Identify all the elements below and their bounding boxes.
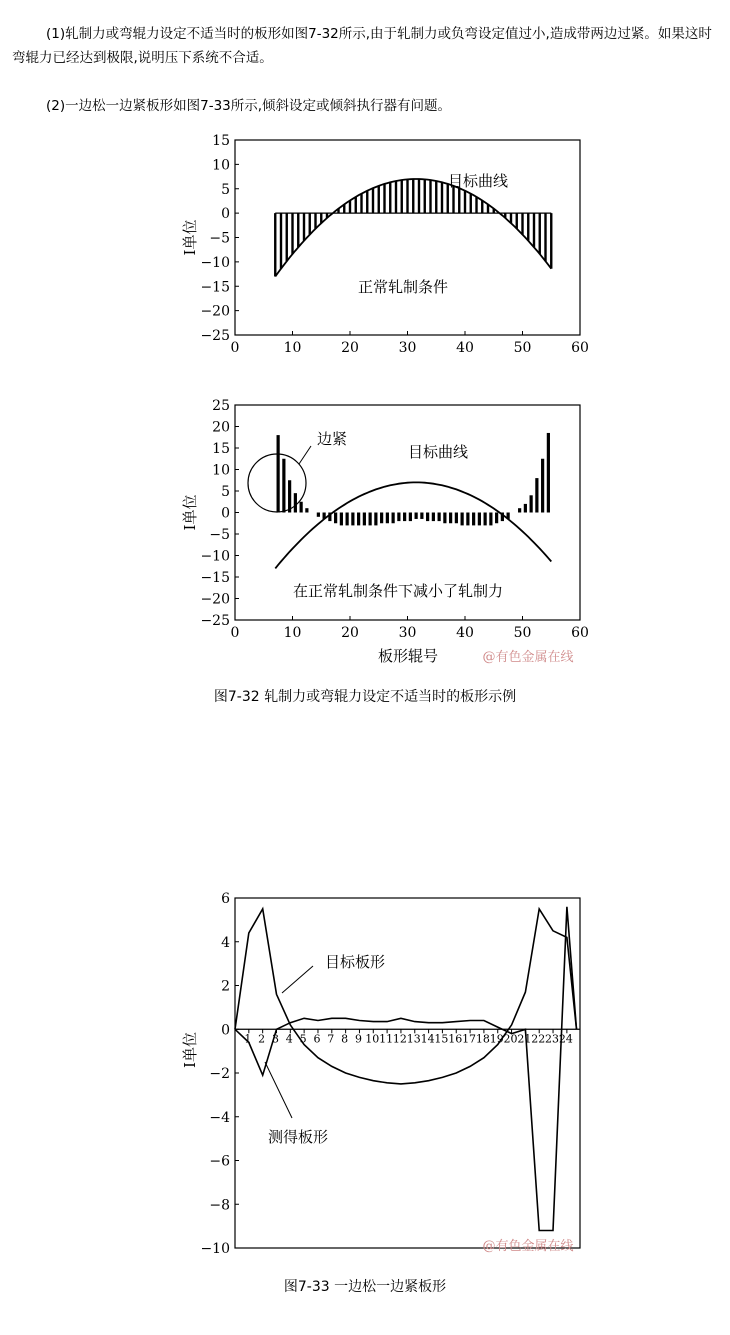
chart2-ytick-label: −5 bbox=[209, 527, 230, 543]
chart3-target-shape-line bbox=[235, 909, 577, 1084]
chart2-bar bbox=[334, 513, 337, 524]
chart3-xtick-label: 15 bbox=[434, 1032, 449, 1046]
chart1-annotation-target: 目标曲线 bbox=[447, 172, 509, 190]
chart1-ytick-label: 10 bbox=[212, 157, 230, 174]
chart3-ytick-label: −10 bbox=[200, 1241, 230, 1257]
chart3-xtick-label: 17 bbox=[462, 1032, 477, 1046]
chart2-bar bbox=[518, 508, 521, 512]
chart3-target-leader bbox=[282, 966, 313, 993]
chart2-xtick-label: 10 bbox=[283, 625, 302, 641]
chart1-ytick-label: 15 bbox=[212, 133, 230, 149]
chart3-xtick-label: 2 bbox=[258, 1032, 266, 1046]
chart2-bar bbox=[535, 478, 538, 512]
chart1-xtick-label: 10 bbox=[283, 340, 302, 356]
chart3-xtick-label: 5 bbox=[299, 1032, 307, 1046]
chart3-xtick-label: 21 bbox=[517, 1032, 532, 1046]
chart3-ytick-label: −6 bbox=[209, 1153, 230, 1170]
chart2-bar bbox=[374, 513, 377, 526]
chart2-bar bbox=[489, 513, 492, 526]
chart2-bar bbox=[294, 493, 297, 512]
chart3-xtick-label: 22 bbox=[531, 1032, 546, 1046]
chart2-bar bbox=[438, 513, 441, 522]
chart2-ytick-label: −15 bbox=[200, 570, 230, 586]
chart3-xtick-label: 7 bbox=[327, 1032, 335, 1046]
chart2-bar bbox=[484, 513, 487, 526]
chart3-xtick-label: 19 bbox=[489, 1032, 504, 1046]
chart2-ytick-label: 0 bbox=[221, 505, 230, 522]
caption-figure-7-32: 图7-32 轧制力或弯辊力设定不适当时的板形示例 bbox=[213, 689, 517, 705]
chart3-xtick-label: 23 bbox=[545, 1032, 560, 1046]
chart3-measured-shape-line bbox=[235, 907, 577, 1231]
chart1-ytick-label: −25 bbox=[200, 328, 230, 344]
chart2-bar bbox=[403, 513, 406, 522]
chart2-bar bbox=[346, 513, 349, 526]
chart2-bar bbox=[317, 513, 320, 517]
chart2-bar bbox=[426, 513, 429, 522]
chart2-bar bbox=[455, 513, 458, 524]
chart3-xtick-label: 16 bbox=[448, 1032, 463, 1046]
chart3-xtick-label: 12 bbox=[392, 1032, 407, 1046]
chart2-bar bbox=[449, 513, 452, 524]
chart2-bar bbox=[351, 513, 354, 526]
chart2-bar bbox=[300, 502, 303, 513]
chart1-xtick-label: 30 bbox=[398, 340, 417, 356]
chart3-ytick-label: −4 bbox=[209, 1109, 230, 1126]
chart1-annotation-normal: 正常轧制条件 bbox=[357, 278, 449, 296]
chart3-xtick-label: 4 bbox=[285, 1032, 293, 1046]
caption-figure-7-33: 图7-33 一边松一边紧板形 bbox=[283, 1279, 447, 1295]
chart2-edge-leader bbox=[299, 446, 311, 464]
chart3-xtick-label: 3 bbox=[271, 1032, 279, 1046]
chart1-xtick-label: 20 bbox=[341, 340, 359, 356]
chart2-ytick-label: 10 bbox=[212, 462, 230, 479]
chart3-ytick-label: 0 bbox=[221, 1022, 230, 1039]
chart2-bar bbox=[547, 433, 550, 513]
chart2-bar bbox=[386, 513, 389, 524]
chart2-bar bbox=[392, 513, 395, 524]
chart3-xtick-label: 8 bbox=[341, 1032, 349, 1046]
chart1-xtick-label: 40 bbox=[456, 340, 474, 356]
chart3-xtick-label: 14 bbox=[420, 1032, 435, 1046]
chart3-xtick-label: 10 bbox=[365, 1032, 380, 1046]
chart2-target-curve bbox=[275, 482, 551, 568]
chart1-ytick-label: 0 bbox=[221, 206, 230, 223]
chart3-ytick-label: −8 bbox=[209, 1197, 230, 1214]
chart2-xtick-label: 20 bbox=[341, 625, 359, 641]
chart3-annotation-target: 目标板形 bbox=[324, 953, 386, 971]
chart3-ytick-label: −2 bbox=[209, 1066, 230, 1082]
chart2-bar bbox=[432, 513, 435, 522]
chart2-bar bbox=[277, 435, 280, 512]
chart2-ytick-label: −20 bbox=[200, 591, 230, 608]
chart3-ylabel: I单位 bbox=[181, 1032, 199, 1068]
chart1-ylabel: I单位 bbox=[181, 219, 199, 256]
chart2-xtick-label: 40 bbox=[456, 625, 474, 641]
chart3-xtick-label: 13 bbox=[406, 1032, 421, 1046]
chart1-ytick-label: −5 bbox=[209, 230, 230, 247]
chart2-bar bbox=[541, 459, 544, 513]
chart2-xtick-label: 0 bbox=[230, 625, 240, 641]
chart2-ytick-label: −25 bbox=[200, 613, 230, 629]
chart3-xtick-label: 20 bbox=[503, 1032, 518, 1046]
chart2-annotation-reduced: 在正常轧制条件下减小了轧制力 bbox=[292, 582, 504, 600]
chart2-bar bbox=[420, 513, 423, 519]
chart1-ytick-label: −15 bbox=[200, 279, 230, 296]
chart2-bar bbox=[530, 495, 533, 512]
chart2-ytick-label: 25 bbox=[212, 398, 230, 414]
chart2-ytick-label: 15 bbox=[212, 441, 230, 457]
chart2-annotation-target: 目标曲线 bbox=[407, 443, 469, 461]
chart1-xtick-label: 60 bbox=[571, 340, 589, 356]
chart2-bar bbox=[369, 513, 372, 526]
chart2-bar bbox=[397, 513, 400, 522]
chart2-xtick-label: 30 bbox=[398, 625, 417, 641]
chart2-bar bbox=[443, 513, 446, 524]
chart3-watermark: @有色金属在线 bbox=[482, 1239, 574, 1254]
chart-normal-rolling bbox=[181, 133, 589, 356]
chart2-bar bbox=[409, 513, 412, 522]
chart1-ytick-label: −10 bbox=[200, 254, 230, 271]
chart2-annotation-edge: 边紧 bbox=[316, 430, 348, 448]
chart2-ytick-label: −10 bbox=[200, 548, 230, 565]
chart2-bar bbox=[357, 513, 360, 526]
chart3-xtick-label: 11 bbox=[379, 1032, 394, 1046]
paragraph-2: (2)一边松一边紧板形如图7-33所示,倾斜设定或倾斜执行器有问题。 bbox=[46, 98, 452, 114]
chart2-bar bbox=[524, 504, 527, 513]
chart1-ytick-label: 5 bbox=[221, 181, 230, 198]
chart2-bar bbox=[282, 459, 285, 513]
chart3-ytick-label: 2 bbox=[221, 978, 230, 995]
chart2-bar bbox=[305, 508, 308, 512]
chart2-bar bbox=[380, 513, 383, 524]
chart3-xtick-label: 24 bbox=[558, 1032, 573, 1046]
chart2-ylabel: I单位 bbox=[181, 494, 199, 531]
chart2-bar bbox=[288, 480, 291, 512]
chart1-ytick-label: −20 bbox=[200, 303, 230, 320]
chart2-ytick-label: 5 bbox=[221, 484, 230, 500]
chart2-bar bbox=[461, 513, 464, 526]
chart-edge-tight bbox=[181, 398, 589, 665]
chart3-ytick-label: 6 bbox=[221, 891, 230, 907]
chart3-xtick-label: 1 bbox=[244, 1032, 252, 1046]
chart3-annotation-measured: 测得板形 bbox=[267, 1128, 329, 1146]
chart2-xlabel: 板形辊号 bbox=[377, 647, 439, 665]
chart2-xtick-label: 60 bbox=[571, 625, 589, 641]
chart1-xtick-label: 0 bbox=[230, 340, 240, 356]
chart2-bar bbox=[363, 513, 366, 526]
chart3-ytick-label: 4 bbox=[221, 934, 230, 951]
chart3-xtick-label: 9 bbox=[354, 1032, 362, 1046]
chart2-watermark: @有色金属在线 bbox=[482, 650, 574, 665]
chart2-bar bbox=[415, 513, 418, 519]
chart2-bar bbox=[478, 513, 481, 526]
chart3-xtick-label: 6 bbox=[313, 1032, 321, 1046]
chart2-ytick-label: 20 bbox=[212, 419, 230, 436]
paragraph-1: (1)轧制力或弯辊力设定不适当时的板形如图7-32所示,由于轧制力或负弯设定值过小,造成带两边过紧。如果这时弯辊力已经达到极限,说明压下系统不合适。 bbox=[12, 26, 712, 66]
chart-one-side-loose bbox=[181, 891, 580, 1257]
chart2-bar bbox=[466, 513, 469, 526]
chart3-measured-leader bbox=[265, 1062, 292, 1118]
chart1-xtick-label: 50 bbox=[513, 340, 532, 356]
chart3-xtick-label: 18 bbox=[475, 1032, 490, 1046]
chart2-bar bbox=[495, 513, 498, 524]
chart2-xtick-label: 50 bbox=[513, 625, 532, 641]
chart2-bar bbox=[472, 513, 475, 526]
chart2-bar bbox=[340, 513, 343, 526]
